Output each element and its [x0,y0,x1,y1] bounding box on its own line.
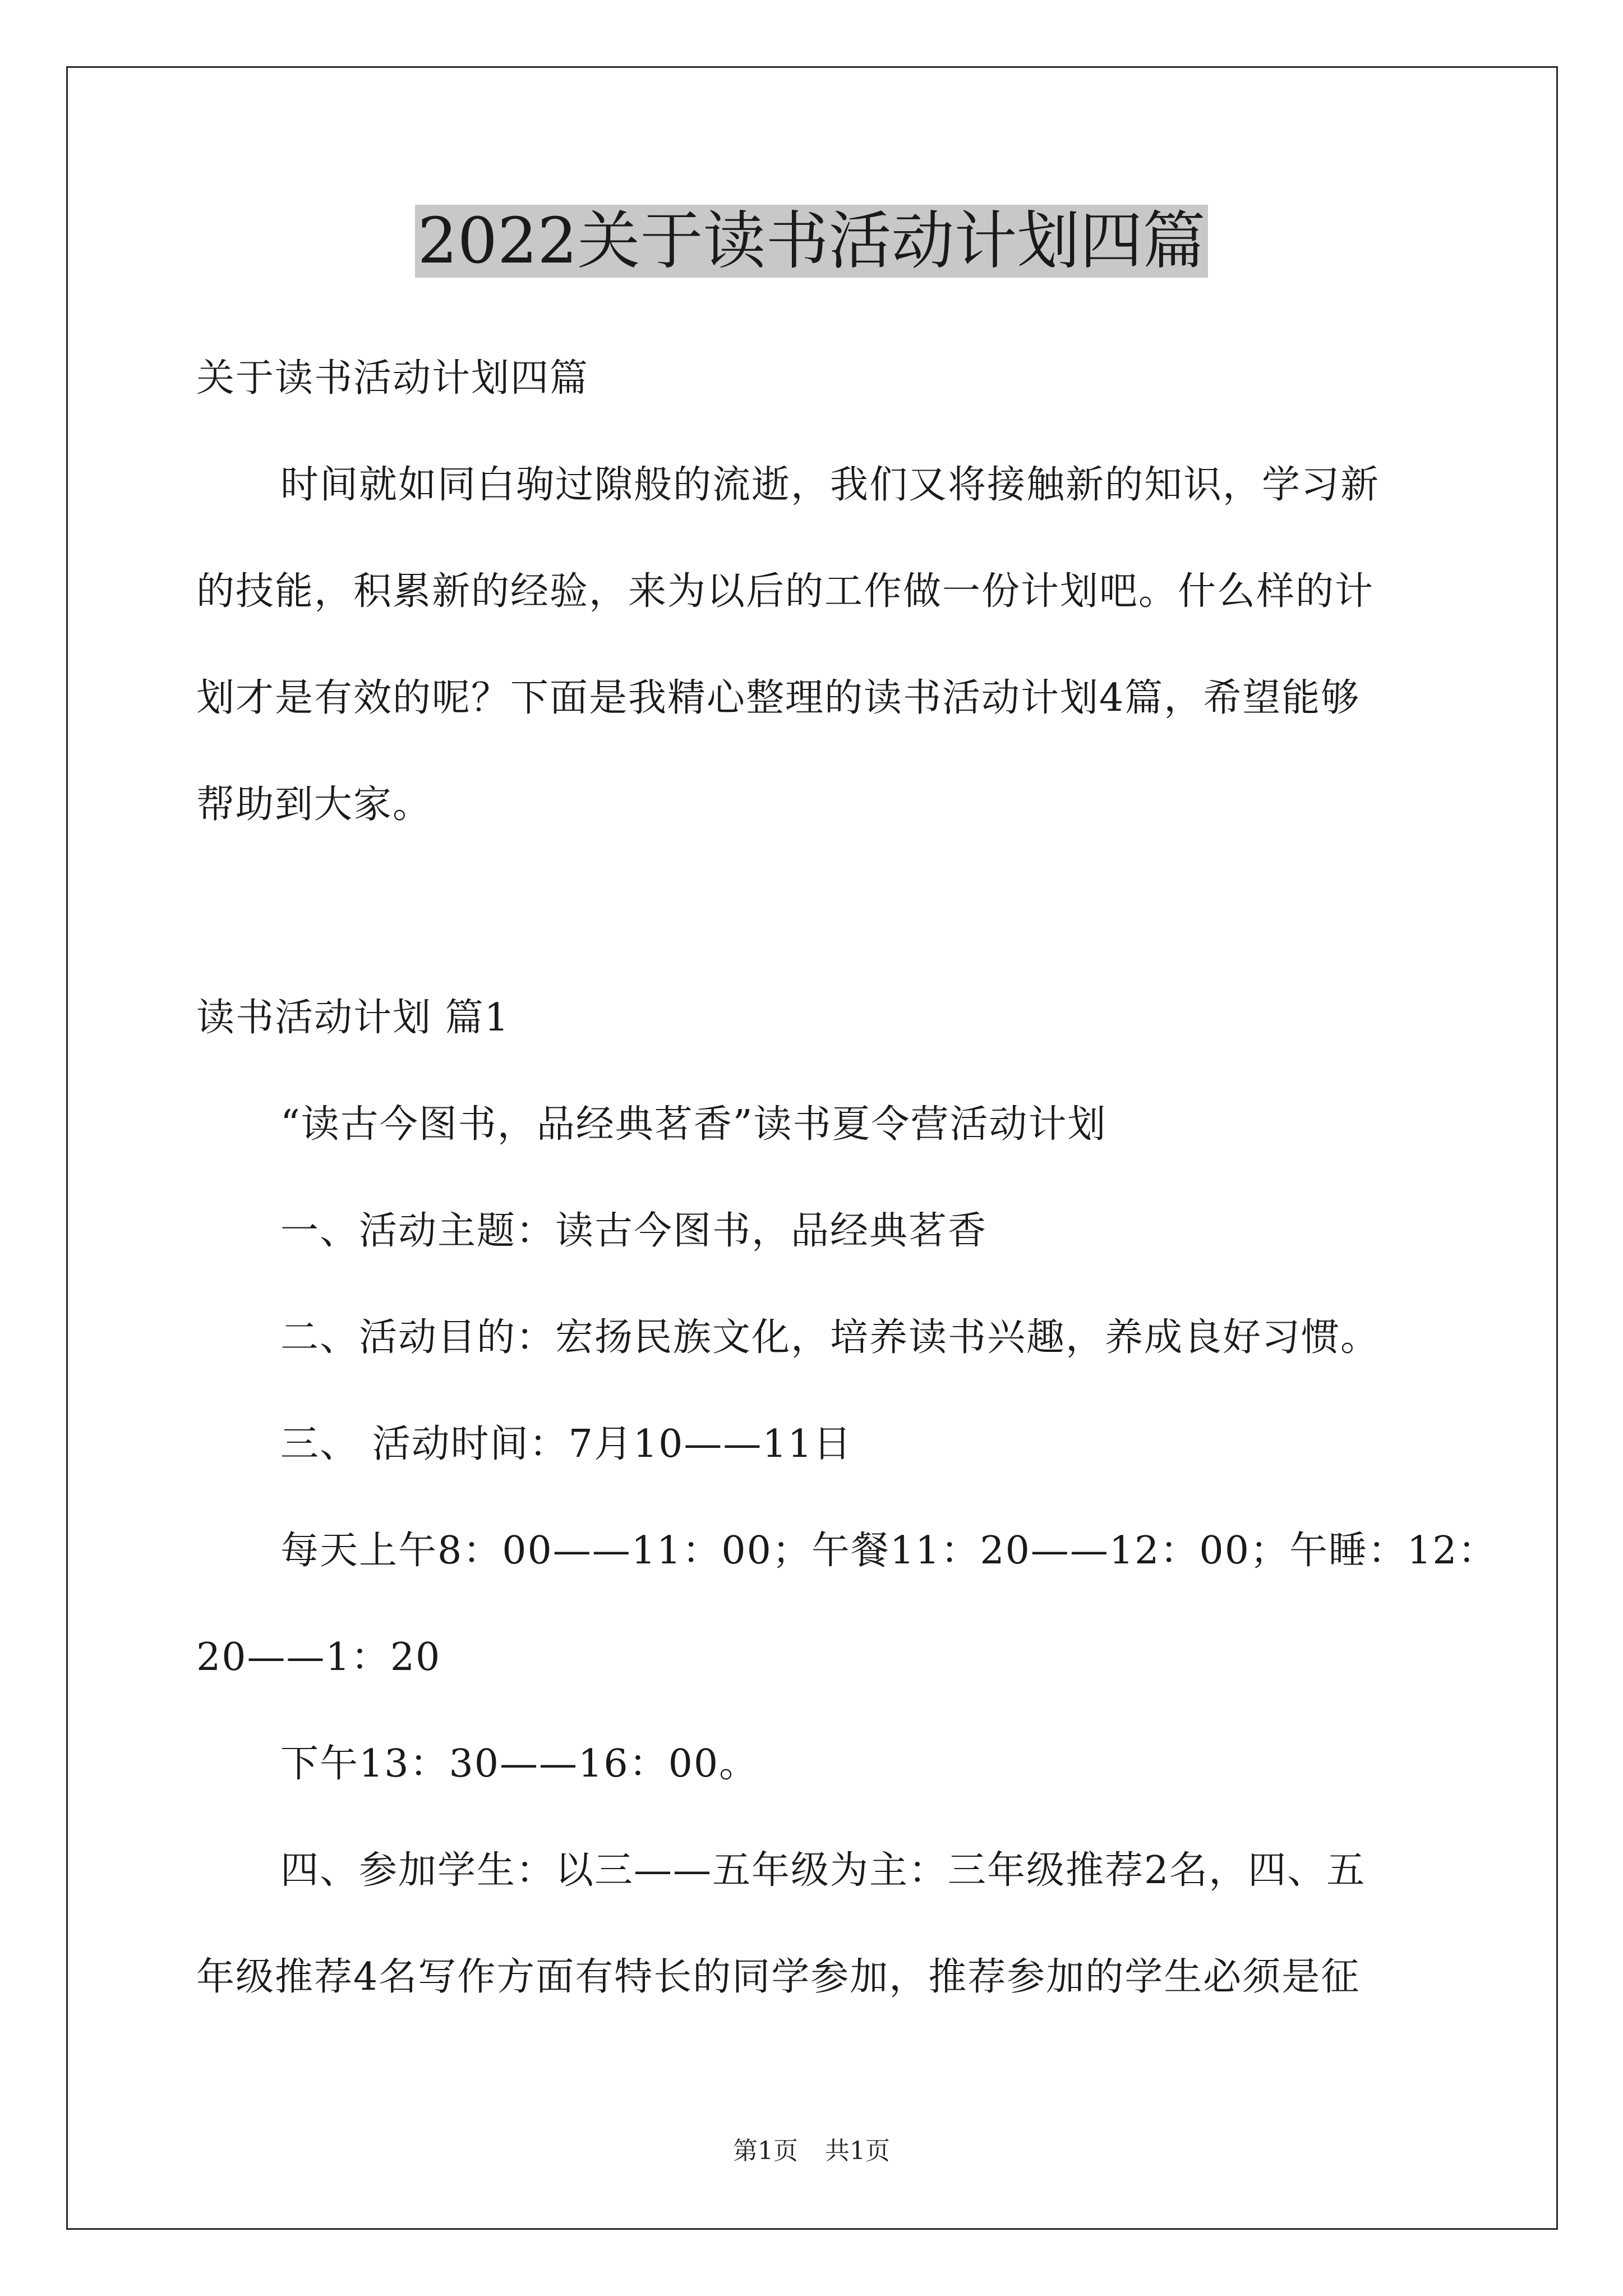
page-total: 共1页 [825,2137,890,2165]
paragraph-line: “读古今图书，品经典茗香”读书夏令营活动计划 [280,1102,1107,1147]
paragraph-line: 二、活动目的：宏扬民族文化，培养读书兴趣，养成良好习惯。 [280,1315,1380,1360]
section-heading: 读书活动计划 篇1 [196,996,510,1040]
page-number: 第1页 [733,2137,798,2165]
paragraph-line: 20——1：20 [196,1635,441,1680]
page-footer [0,2134,1623,2168]
paragraph-line: 每天上午8：00——11：00；午餐11：20——12：00；午睡：12： [280,1529,1497,1573]
document-title [0,199,1623,283]
paragraph-line: 一、活动主题：读古今图书，品经典茗香 [280,1209,988,1253]
document-title-text: 2022关于读书活动计划四篇 [415,205,1207,278]
paragraph-line: 三、 活动时间：7月10——11日 [280,1422,852,1466]
paragraph-line: 划才是有效的呢？下面是我精心整理的读书活动计划4篇，希望能够 [196,676,1361,720]
paragraph-line: 帮助到大家。 [196,783,432,827]
paragraph-line: 时间就如同白驹过隙般的流逝，我们又将接触新的知识，学习新 [280,463,1380,507]
paragraph-line: 年级推荐4名写作方面有特长的同学参加，推荐参加的学生必须是征 [196,1955,1361,1999]
subtitle-line: 关于读书活动计划四篇 [196,356,589,401]
paragraph-line: 的技能，积累新的经验，来为以后的工作做一份计划吧。什么样的计 [196,569,1375,614]
paragraph-line: 下午13：30——16：00。 [280,1742,759,1786]
paragraph-line: 四、参加学生：以三——五年级为主：三年级推荐2名，四、五 [280,1848,1366,1893]
